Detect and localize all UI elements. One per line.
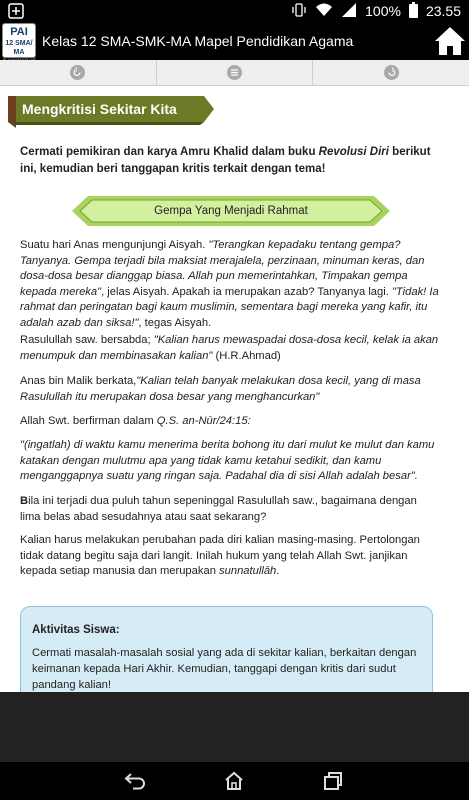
p7-part-b: sunnatullāh (219, 565, 277, 577)
app-logo (2, 23, 36, 58)
back-icon (124, 770, 146, 792)
paragraph-anas-aisyah (20, 238, 440, 331)
instruction-after: berikut ini, kemudian beri tanggapan kritis terkait dengan tema! (20, 146, 431, 175)
activity-text: Cermati masalah-masalah sosial yang ada di sekitar kalian, berkaitan dengan keimanan kepada Hari Akhir. Kemudian, tanggapi dengan kritis dari sudut pandang kalian! (32, 647, 417, 691)
instruction-text (20, 144, 440, 178)
notification-icon (8, 3, 24, 24)
home-button[interactable] (433, 24, 467, 58)
home-icon (223, 770, 245, 792)
paragraph-firman (20, 414, 440, 430)
theme-title: Gempa Yang Menjadi Rahmat (154, 205, 308, 217)
battery-icon (409, 2, 418, 21)
p3-part-b: "Kalian telah banyak melakukan dosa kecil, yang di masa Rasulullah itu merupakan dosa besar yang menghancurkan" (20, 375, 421, 403)
section-banner (8, 96, 214, 128)
p6-initial: B (20, 495, 29, 507)
battery-percent: 100% (365, 3, 401, 19)
forward-circle-icon (384, 65, 399, 80)
paragraph-change (20, 533, 440, 580)
home-icon (433, 24, 467, 58)
p6-rest: ila ini terjadi dua puluh tahun sepeninggal Rasulullah saw., bagaimana dengan lima belas abad sesudahnya atau saat sekarang? (20, 495, 417, 523)
verse-text: "(ingatlah) di waktu kamu menerima berita bohong itu dari mulut ke mulut dan kamu katakan dengan mulutmu apa yang tidak kamu ketahui sedikit, dan kamu menganggapnya suatu yang ringan saja. Padahal dia di sisi Allah adalah besar". (20, 439, 435, 482)
paragraph-anas-malik (20, 374, 440, 405)
p3-part-a: Anas bin Malik berkata, (20, 375, 137, 387)
vibrate-icon (291, 2, 307, 21)
p2-part-b: "Kalian harus mewaspadai dosa-dosa kecil, kelak ia akan menumpuk dan membinasakan kalian" (20, 334, 439, 362)
p2-part-c: (H.R.Ahmad) (212, 349, 281, 362)
activity-heading: Aktivitas Siswa: (32, 624, 120, 636)
p1-part-e: , tegas Aisyah. (138, 316, 212, 329)
system-back-button[interactable] (124, 770, 146, 792)
p1-part-c: , jelas Aisyah. Apakah ia merupakan azab? Tanyanya lagi. (101, 285, 392, 298)
p7-part-c: . (276, 565, 280, 577)
paragraph-hadith (20, 333, 440, 364)
status-bar (0, 0, 469, 22)
p4-part-a: Allah Swt. berfirman dalam (20, 415, 157, 427)
app-bar (0, 22, 469, 60)
p1-part-a: Suatu hari Anas mengunjungi Aisyah. (20, 239, 209, 251)
instruction-before: Cermati pemikiran dan karya Amru Khalid dalam buku (20, 146, 319, 158)
wifi-icon (315, 2, 333, 21)
paragraph-verse (20, 438, 440, 485)
signal-icon (341, 2, 357, 21)
p1-part-d: "Tidak! Ia rahmat dan peringatan bagi kaum muslimin, sementara bagi mereka yang kafir, itu adalah azab dan siksa!" (20, 285, 439, 329)
back-circle-icon (70, 65, 85, 80)
paragraph-question (20, 494, 440, 525)
menu-circle-icon (227, 65, 242, 80)
section-title: Mengkritisi Sekitar Kita (22, 101, 177, 117)
clock: 23.55 (425, 3, 461, 19)
page-content[interactable] (0, 86, 469, 692)
previous-page-button[interactable] (0, 60, 156, 85)
menu-button[interactable] (156, 60, 313, 85)
p7-part-a: Kalian harus melakukan perubahan pada diri kalian masing-masing. Pertolongan tidak datang begitu saja dari langit. Inilah hukum yang telah Allah Swt. janjikan kepada setiap manusia dan merupakan (20, 534, 420, 577)
p2-part-a: Rasulullah saw. bersabda; (20, 334, 154, 346)
activity-box (20, 606, 433, 706)
p1-part-b: "Terangkan kepadaku tentang gempa? Tanyanya. Gempa terjadi bila maksiat merajalela, perzinaan, minuman keras, dan dosa-dosa besar dianggap biasa. Allah pun memerintahkan, Timpakan gempa kepada mereka" (20, 239, 425, 298)
system-recent-apps-button[interactable] (322, 770, 344, 792)
recent-apps-icon (322, 770, 344, 792)
next-page-button[interactable] (312, 60, 469, 85)
p4-part-b: Q.S. an-Nūr/24:15: (156, 415, 251, 427)
page-navigation (0, 60, 469, 86)
app-logo-line1: PAI (10, 26, 28, 38)
system-home-button[interactable] (223, 770, 245, 792)
app-logo-line2: 12 SMA/ MA (5, 40, 33, 56)
system-navigation-bar (0, 762, 469, 800)
app-title: Kelas 12 SMA-SMK-MA Mapel Pendidikan Agama (42, 33, 354, 49)
instruction-book: Revolusi Diri (318, 146, 389, 158)
bottom-strip (0, 692, 469, 762)
theme-banner (72, 195, 390, 227)
